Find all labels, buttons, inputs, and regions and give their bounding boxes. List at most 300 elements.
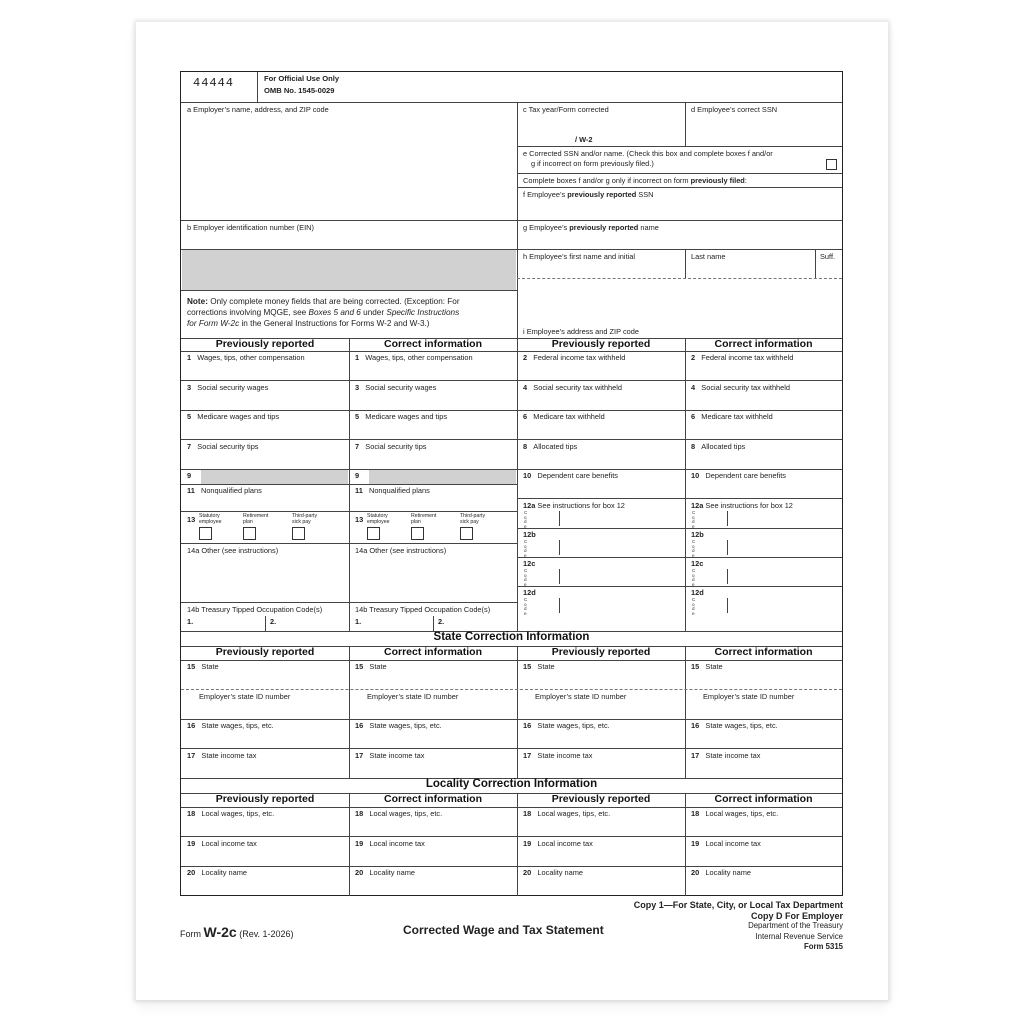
- locality-field-label: [523, 868, 583, 877]
- money-box-label: [523, 471, 618, 480]
- locality-box-number: 19: [691, 839, 700, 848]
- money-box-4-corr[interactable]: [685, 381, 842, 411]
- col-head-corr-1: Correct information: [383, 338, 482, 350]
- box-g-prev-name[interactable]: [517, 220, 842, 249]
- box-12-number: 12c: [691, 559, 704, 568]
- state-box-label: State: [369, 662, 387, 671]
- note-line-1: Only complete money fields that are being corrected. (Exception: For: [207, 297, 460, 306]
- last-name-field[interactable]: [685, 249, 815, 278]
- state-head-prev-1: Previously reported: [215, 646, 315, 658]
- locality-field-label: [523, 839, 593, 848]
- state-field-17-col2[interactable]: [349, 749, 517, 778]
- state-box-label: Employer’s state ID number: [367, 692, 459, 701]
- state-field-id-col2[interactable]: [349, 690, 517, 719]
- box-12d-prev[interactable]: [517, 586, 685, 631]
- complete-note-bold: previously filed: [690, 176, 745, 185]
- money-box-7-prev[interactable]: [181, 440, 349, 470]
- code-label: Code: [524, 597, 528, 616]
- box-14a-prev[interactable]: [181, 543, 349, 602]
- box-number: 5: [187, 412, 192, 421]
- money-box-label: [691, 412, 773, 421]
- box-label: Federal income tax withheld: [533, 353, 626, 362]
- money-box-label: [523, 383, 622, 392]
- box-12b-prev[interactable]: [517, 528, 685, 557]
- box-label: Social security tax withheld: [701, 383, 791, 392]
- retirement-checkbox-corr[interactable]: [411, 527, 424, 540]
- box-label: Dependent care benefits: [537, 471, 618, 480]
- locality-field-20-col4[interactable]: [685, 866, 842, 895]
- money-box-2-corr[interactable]: [685, 351, 842, 381]
- col-head-prev-2: Previously reported: [551, 338, 651, 350]
- box-12a-instructions: See instructions for box 12: [705, 501, 793, 510]
- locality-field-label: [187, 839, 257, 848]
- box-f-pre: f Employee’s: [523, 190, 568, 199]
- money-box-1-corr[interactable]: [349, 351, 517, 381]
- state-field-label: [703, 692, 794, 701]
- box-label: Medicare tax withheld: [533, 412, 605, 421]
- money-box-label: [523, 412, 605, 421]
- locality-box-label: Locality name: [369, 868, 416, 877]
- box-14b-1-corr: 1.: [355, 617, 362, 626]
- locality-box-label: Local wages, tips, etc.: [537, 809, 611, 818]
- box-label: Federal income tax withheld: [701, 353, 794, 362]
- locality-field-20-col2[interactable]: [349, 866, 517, 895]
- locality-field-18-col1[interactable]: [181, 807, 349, 836]
- code-divider: [727, 540, 728, 555]
- locality-box-label: Local wages, tips, etc.: [369, 809, 443, 818]
- box-label: Medicare wages and tips: [197, 412, 280, 421]
- box-12-number: 12a: [691, 501, 704, 510]
- state-head-corr-1: Correct information: [383, 646, 482, 658]
- state-field-label: [187, 721, 274, 730]
- code-divider: [727, 598, 728, 613]
- box-number: 3: [355, 383, 360, 392]
- note-line-3b: in the General Instructions for Forms W-2 and W-3.): [239, 319, 430, 328]
- box-a-employer-name[interactable]: [181, 102, 517, 220]
- state-field-15-col4[interactable]: [685, 660, 842, 689]
- box-12b-corr[interactable]: [685, 528, 842, 557]
- box-e-line-1: e Corrected SSN and/or name. (Check this box and complete boxes f and/or: [523, 149, 773, 158]
- locality-box-number: 20: [187, 868, 196, 877]
- box-13-corr: [349, 511, 517, 543]
- code-label: Code: [524, 568, 528, 586]
- locality-box-number: 18: [355, 809, 364, 818]
- box-g-pre: g Employee’s: [523, 223, 570, 232]
- box-number: 7: [355, 442, 360, 451]
- state-field-15-col3[interactable]: [517, 660, 685, 689]
- box-12-label: [523, 501, 625, 510]
- retirement-checkbox[interactable]: [243, 527, 256, 540]
- state-box-label: State income tax: [369, 751, 425, 760]
- box-number: 10: [691, 471, 700, 480]
- note-line-2b: Boxes 5 and 6: [308, 308, 361, 317]
- money-box-label: [691, 353, 793, 362]
- box-14a-corr[interactable]: [349, 543, 517, 602]
- w2c-form: [180, 71, 843, 896]
- box-label: Dependent care benefits: [705, 471, 786, 480]
- state-field-label: [523, 662, 555, 671]
- state-box-number: 17: [355, 751, 364, 760]
- state-field-label: [355, 662, 387, 671]
- complete-note-pre: Complete boxes f and/or g only if incorrect on form: [523, 176, 691, 185]
- locality-box-label: Locality name: [537, 868, 584, 877]
- state-field-id-col3[interactable]: [517, 690, 685, 719]
- code-divider: [559, 540, 560, 555]
- locality-field-18-col4[interactable]: [685, 807, 842, 836]
- locality-box-number: 20: [523, 868, 532, 877]
- box-12c-corr[interactable]: [685, 557, 842, 586]
- locality-field-18-col2[interactable]: [349, 807, 517, 836]
- statutory-label-corr: Statutory employee: [367, 513, 390, 525]
- complete-boxes-note: [517, 173, 842, 187]
- box-d-correct-ssn[interactable]: [685, 102, 842, 146]
- note-line-3a: for Form W-2c: [187, 319, 240, 328]
- box-number: 7: [187, 442, 192, 451]
- box-i-address[interactable]: [517, 278, 842, 339]
- box-h-first-name[interactable]: [517, 249, 685, 278]
- locality-box-number: 20: [355, 868, 364, 877]
- form-prefix: Form: [180, 929, 201, 939]
- box-11-num-corr: 11: [355, 486, 363, 495]
- box-h-label: h Employee’s first name and initial: [523, 252, 636, 261]
- statutory-label: Statutory employee: [199, 513, 222, 525]
- state-box-label: State wages, tips, etc.: [201, 721, 274, 730]
- state-field-label: [199, 692, 290, 701]
- retirement-label-corr: Retirement plan: [411, 513, 437, 525]
- box-number: 2: [523, 353, 528, 362]
- code-label: Code: [524, 539, 528, 557]
- box-b-ein[interactable]: [181, 220, 517, 249]
- state-box-label: State income tax: [705, 751, 761, 760]
- box-13-prev: [181, 511, 349, 543]
- state-field-id-col1[interactable]: [181, 690, 349, 719]
- box-12-label: [523, 530, 536, 539]
- state-field-16-col4[interactable]: [685, 719, 842, 748]
- box-12-number: 12c: [523, 559, 536, 568]
- code-label: Code: [692, 539, 696, 557]
- box-label: Social security wages: [197, 383, 269, 392]
- suffix-label: Suff.: [820, 252, 836, 261]
- state-field-15-col1[interactable]: [181, 660, 349, 689]
- locality-field-label: [691, 868, 751, 877]
- box-12d-corr[interactable]: [685, 586, 842, 631]
- box-12-number: 12d: [691, 588, 704, 597]
- state-box-label: Employer’s state ID number: [199, 692, 291, 701]
- box-label: Wages, tips, other compensation: [197, 353, 305, 362]
- state-box-number: 17: [187, 751, 196, 760]
- box-number: 6: [523, 412, 528, 421]
- state-box-label: State: [705, 662, 723, 671]
- box-e-checkbox[interactable]: [826, 159, 837, 170]
- box-12c-prev[interactable]: [517, 557, 685, 586]
- box-12-label: [523, 559, 535, 568]
- state-box-label: Employer’s state ID number: [703, 692, 795, 701]
- official-use-label: For Official Use Only: [264, 74, 340, 83]
- box-12-label: [523, 588, 536, 597]
- state-field-label: [355, 751, 424, 760]
- box-12-label: [691, 530, 704, 539]
- money-box-label: [355, 412, 447, 421]
- form-rev: (Rev. 1-2026): [239, 929, 294, 939]
- code-divider: [727, 511, 728, 526]
- box-14a-label-corr: 14a Other (see instructions): [355, 546, 447, 555]
- box-14b-1: 1.: [187, 617, 194, 626]
- state-box-label: State income tax: [201, 751, 257, 760]
- control-number: 44444: [193, 76, 235, 90]
- box-d-label: d Employee’s correct SSN: [691, 105, 778, 114]
- money-box-3-corr[interactable]: [349, 381, 517, 411]
- box-number: 8: [523, 442, 528, 451]
- money-box-label: [187, 353, 305, 362]
- locality-field-20-col3[interactable]: [517, 866, 685, 895]
- money-box-5-corr[interactable]: [349, 410, 517, 440]
- box-g-bold: previously reported: [569, 223, 639, 232]
- box-f-prev-ssn[interactable]: [517, 187, 842, 220]
- third-party-checkbox[interactable]: [292, 527, 305, 540]
- money-box-label: [355, 353, 473, 362]
- col-head-prev-1: Previously reported: [215, 338, 315, 350]
- third-party-label: Third-party sick pay: [292, 513, 318, 525]
- box-14b-2: 2.: [270, 617, 277, 626]
- omb-block: [264, 74, 464, 102]
- state-field-16-col2[interactable]: [349, 719, 517, 748]
- box-number: 2: [691, 353, 696, 362]
- state-field-17-col1[interactable]: [181, 749, 349, 778]
- box-12-number: 12a: [523, 501, 536, 510]
- code-label: Code: [692, 510, 696, 528]
- suffix-field[interactable]: [815, 249, 842, 278]
- box-14b-label-corr: 14b Treasury Tipped Occupation Code(s): [355, 605, 491, 614]
- state-box-number: 16: [523, 721, 532, 730]
- state-field-label: [523, 751, 592, 760]
- state-box-label: State wages, tips, etc.: [705, 721, 778, 730]
- state-field-id-col4[interactable]: [685, 690, 842, 719]
- box-e-corrected: [517, 146, 842, 173]
- box-label: Allocated tips: [701, 442, 746, 451]
- money-box-10-corr[interactable]: [685, 469, 842, 499]
- state-box-number: 17: [523, 751, 532, 760]
- locality-field-19-col3[interactable]: [517, 837, 685, 866]
- third-party-checkbox-corr[interactable]: [460, 527, 473, 540]
- control-number-box[interactable]: [181, 72, 258, 102]
- box-number: 6: [691, 412, 696, 421]
- state-field-17-col3[interactable]: [517, 749, 685, 778]
- state-box-number: 16: [691, 721, 700, 730]
- state-head-corr-2: Correct information: [714, 646, 813, 658]
- box-c-tax-year[interactable]: [517, 102, 685, 146]
- box-11-prev[interactable]: [181, 484, 349, 511]
- state-box-label: State wages, tips, etc.: [537, 721, 610, 730]
- irs-label: Internal Revenue Service: [755, 931, 843, 941]
- box-number: 1: [187, 353, 192, 362]
- box-9-shade-corr: [369, 470, 516, 484]
- box-c-label: c Tax year/Form corrected: [523, 105, 609, 114]
- locality-box-number: 20: [691, 868, 700, 877]
- box-9-shade-prev: [201, 470, 348, 484]
- form-id: [180, 924, 294, 940]
- shaded-area: [182, 250, 516, 290]
- locality-field-label: [691, 809, 778, 818]
- state-field-15-col2[interactable]: [349, 660, 517, 689]
- money-box-4-prev[interactable]: [517, 381, 685, 411]
- box-number: 3: [187, 383, 192, 392]
- money-box-8-prev[interactable]: [517, 440, 685, 470]
- box-12-number: 12b: [523, 530, 536, 539]
- note-label: Note:: [187, 297, 208, 306]
- state-field-label: [355, 721, 442, 730]
- state-box-number: 16: [355, 721, 364, 730]
- state-field-label: [187, 751, 256, 760]
- form-name: W-2c: [203, 924, 237, 940]
- locality-field-19-col2[interactable]: [349, 837, 517, 866]
- money-box-label: [355, 442, 427, 451]
- code-divider: [559, 598, 560, 613]
- loc-head-corr-2: Correct information: [714, 793, 813, 805]
- money-box-6-prev[interactable]: [517, 410, 685, 440]
- box-f-post: SSN: [636, 190, 654, 199]
- state-box-number: 15: [187, 662, 196, 671]
- box-label: Medicare tax withheld: [701, 412, 773, 421]
- state-field-label: [535, 692, 626, 701]
- locality-section-title: Locality Correction Information: [425, 778, 598, 790]
- box-number: 1: [355, 353, 360, 362]
- code-divider: [559, 511, 560, 526]
- note-line-2d: Specific Instructions: [386, 308, 460, 317]
- box-11-label: Nonqualified plans: [200, 486, 262, 495]
- money-box-10-prev[interactable]: [517, 469, 685, 499]
- locality-field-label: [355, 839, 425, 848]
- box-12a-instructions: See instructions for box 12: [537, 501, 625, 510]
- loc-head-corr-1: Correct information: [383, 793, 482, 805]
- money-box-label: [187, 412, 279, 421]
- state-field-label: [691, 721, 778, 730]
- state-field-label: [523, 721, 610, 730]
- state-box-number: 15: [355, 662, 364, 671]
- box-g-post: name: [638, 223, 659, 232]
- state-box-label: State income tax: [537, 751, 593, 760]
- box-label: Social security tips: [197, 442, 259, 451]
- money-box-5-prev[interactable]: [181, 410, 349, 440]
- state-field-label: [691, 751, 760, 760]
- locality-field-label: [355, 868, 415, 877]
- box-14b-label: 14b Treasury Tipped Occupation Code(s): [187, 605, 323, 614]
- state-field-17-col4[interactable]: [685, 749, 842, 778]
- state-box-label: State: [537, 662, 555, 671]
- locality-field-19-col4[interactable]: [685, 837, 842, 866]
- box-label: Social security tax withheld: [533, 383, 623, 392]
- note-line-2a: corrections involving MQGE, see: [187, 308, 309, 317]
- col-head-corr-2: Correct information: [714, 338, 813, 350]
- box-11-corr[interactable]: [349, 484, 517, 511]
- code-divider: [559, 569, 560, 584]
- third-party-label-corr: Third-party sick pay: [460, 513, 486, 525]
- money-box-label: [187, 442, 259, 451]
- last-name-label: Last name: [691, 252, 726, 261]
- copy-info: [634, 900, 843, 953]
- locality-field-label: [691, 839, 761, 848]
- locality-box-label: Local wages, tips, etc.: [201, 809, 275, 818]
- box-12-label: [691, 501, 793, 510]
- money-box-label: [355, 383, 436, 392]
- locality-box-label: Local income tax: [369, 839, 425, 848]
- box-12a-prev[interactable]: [517, 499, 685, 528]
- form-title: Corrected Wage and Tax Statement: [403, 923, 604, 937]
- box-12-label: [691, 588, 704, 597]
- locality-field-20-col1[interactable]: [181, 866, 349, 895]
- box-11-label-corr: Nonqualified plans: [368, 486, 430, 495]
- box-12-label: [691, 559, 703, 568]
- box-12a-corr[interactable]: [685, 499, 842, 528]
- box-i-label: i Employee’s address and ZIP code: [523, 327, 639, 336]
- box-number: 4: [691, 383, 696, 392]
- money-box-6-corr[interactable]: [685, 410, 842, 440]
- state-field-label: [367, 692, 458, 701]
- box-13-num: 13: [187, 515, 196, 524]
- code-label: Code: [524, 510, 528, 528]
- money-box-8-corr[interactable]: [685, 440, 842, 470]
- state-box-number: 15: [691, 662, 700, 671]
- statutory-checkbox[interactable]: [199, 527, 212, 540]
- state-field-16-col3[interactable]: [517, 719, 685, 748]
- state-field-16-col1[interactable]: [181, 719, 349, 748]
- box-number: 4: [523, 383, 528, 392]
- box-label: Wages, tips, other compensation: [365, 353, 473, 362]
- money-box-label: [691, 383, 790, 392]
- box-11-num: 11: [187, 486, 195, 495]
- state-box-label: State wages, tips, etc.: [369, 721, 442, 730]
- money-box-2-prev[interactable]: [517, 351, 685, 381]
- locality-box-label: Local income tax: [201, 839, 257, 848]
- box-14a-label: 14a Other (see instructions): [187, 546, 279, 555]
- locality-box-number: 18: [691, 809, 700, 818]
- box-number: 10: [523, 471, 532, 480]
- locality-field-label: [355, 809, 442, 818]
- locality-box-label: Local wages, tips, etc.: [705, 809, 779, 818]
- statutory-checkbox-corr[interactable]: [367, 527, 380, 540]
- money-box-label: [691, 471, 786, 480]
- complete-note-post: :: [744, 176, 747, 185]
- locality-field-19-col1[interactable]: [181, 837, 349, 866]
- locality-box-number: 19: [355, 839, 364, 848]
- loc-head-prev-2: Previously reported: [551, 793, 651, 805]
- locality-box-label: Local income tax: [705, 839, 761, 848]
- box-9-num-corr: 9: [355, 471, 360, 480]
- locality-box-label: Locality name: [201, 868, 248, 877]
- state-box-number: 16: [187, 721, 196, 730]
- locality-field-18-col3[interactable]: [517, 807, 685, 836]
- form-number: Form 5315: [803, 942, 843, 951]
- box-9-num: 9: [187, 471, 192, 480]
- box-e-line-2: g if incorrect on form previously filed.): [531, 159, 654, 168]
- copy-d-label: Copy D For Employer: [750, 910, 843, 921]
- code-label: Code: [692, 568, 696, 586]
- locality-box-number: 18: [187, 809, 196, 818]
- money-box-label: [523, 353, 625, 362]
- box-label: Medicare wages and tips: [365, 412, 448, 421]
- locality-box-number: 19: [523, 839, 532, 848]
- locality-box-label: Locality name: [705, 868, 752, 877]
- state-box-label: Employer’s state ID number: [535, 692, 627, 701]
- box-14b-2-corr: 2.: [438, 617, 445, 626]
- money-box-label: [187, 383, 268, 392]
- state-section-title: State Correction Information: [433, 631, 590, 643]
- money-box-label: [691, 442, 745, 451]
- money-box-7-corr[interactable]: [349, 440, 517, 470]
- money-box-3-prev[interactable]: [181, 381, 349, 411]
- box-number: 5: [355, 412, 360, 421]
- locality-box-number: 19: [187, 839, 196, 848]
- money-box-1-prev[interactable]: [181, 351, 349, 381]
